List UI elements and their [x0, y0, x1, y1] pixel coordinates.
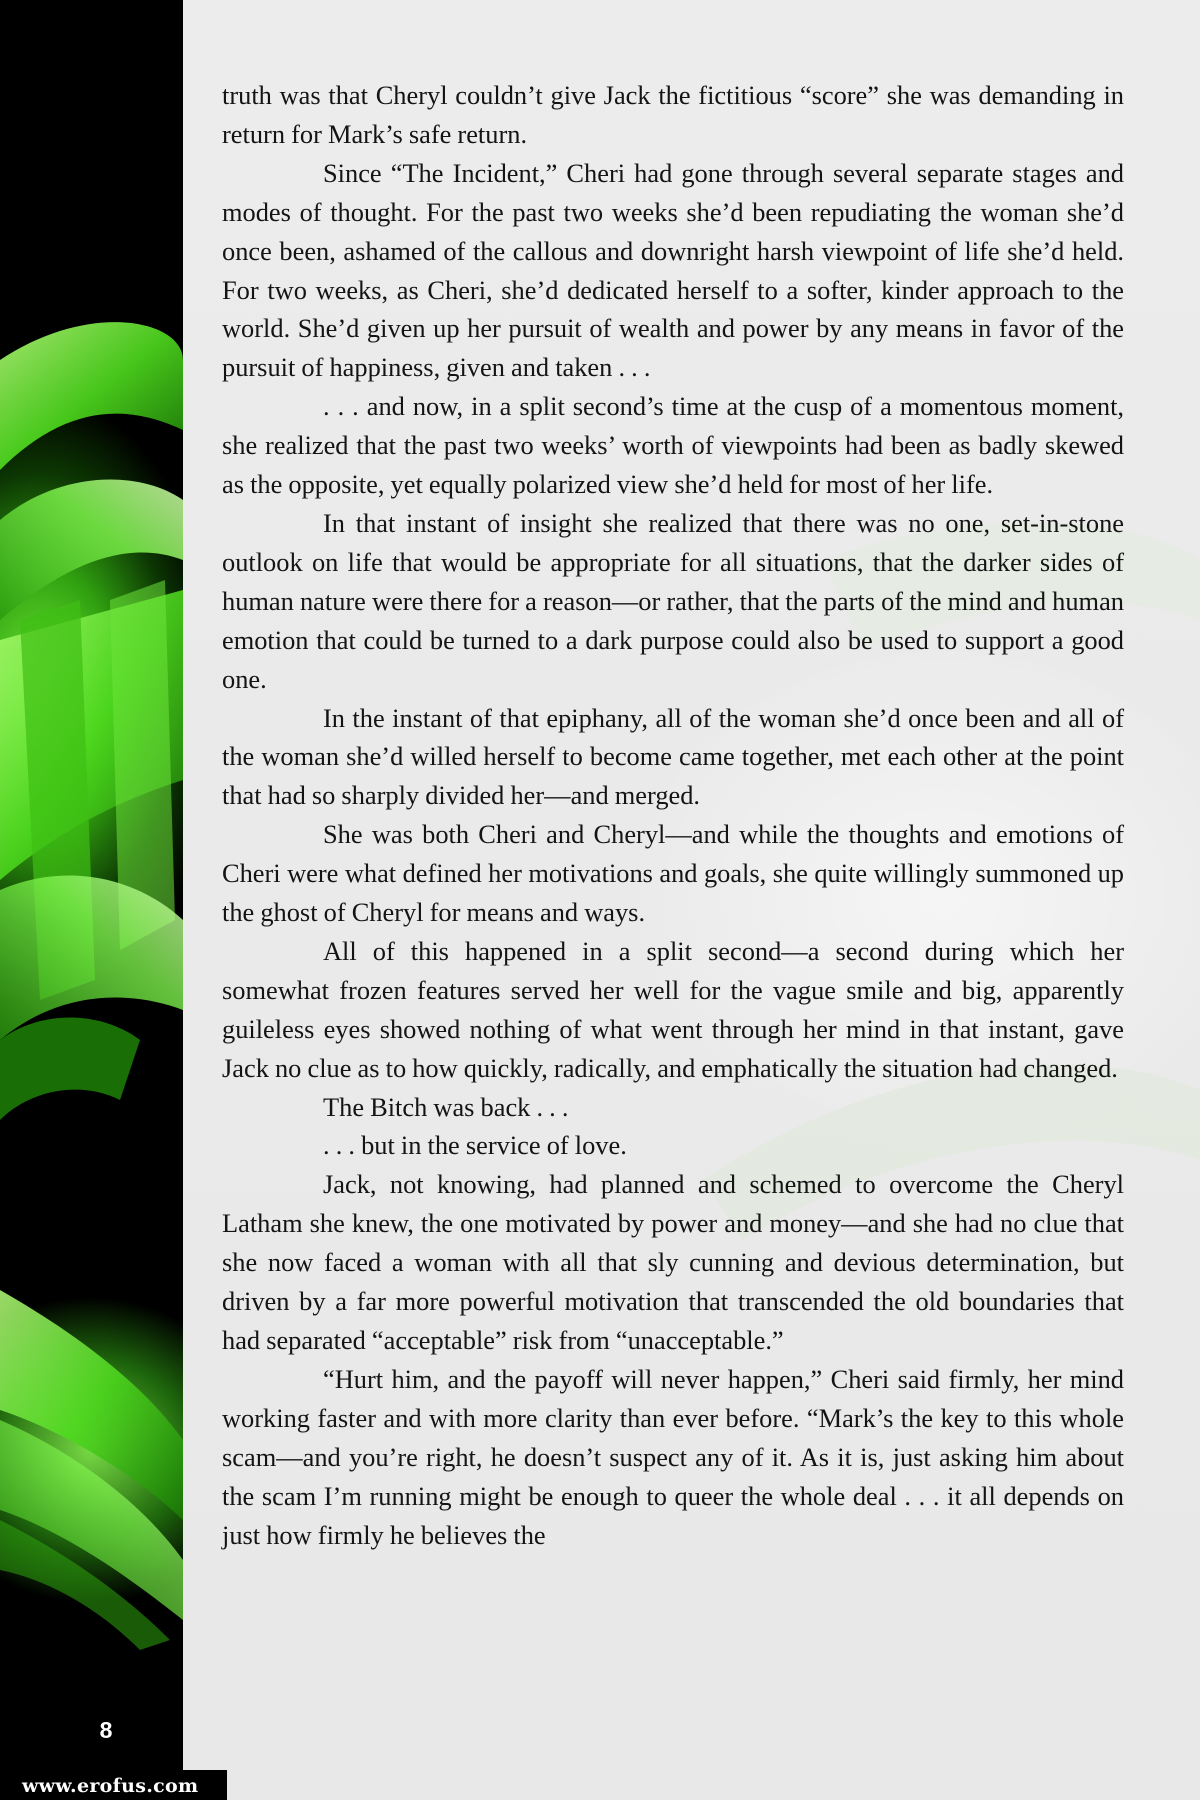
paragraph: The Bitch was back . . .: [323, 1091, 569, 1122]
paragraph: In the instant of that epiphany, all of the woman she’d once been and all of the woman she’d willed herself to become came together, met each other at the point that had so sharply divided her—and merged.: [222, 702, 1124, 811]
paragraph: In that instant of insight she realized that there was no one, set-in-stone outlook on life that would be appropriate for all situations, that the darker sides of human nature were there for a reason—or rather, that the parts of the mind and human emotion that could be turned to a dark purpose could also be used to support a good one.: [222, 507, 1124, 694]
paragraph: Since “The Incident,” Cheri had gone through several separate stages and modes of thought. For the past two weeks she’d been repudiating the woman she’d once been, ashamed of the callous and downright harsh viewpoint of life she’d held. For two weeks, as Cheri, she’d dedicated herself to a softer, kinder approach to the world. She’d given up her pursuit of wealth and power by any means in favor of the pursuit of happiness, given and taken . . .: [222, 157, 1124, 383]
page-number: 8: [99, 1717, 113, 1743]
left-decorative-sidebar: [0, 0, 183, 1800]
green-ribbon-art: [0, 0, 183, 1800]
body-text: [222, 76, 1124, 1554]
watermark-text: www.erofus.com: [22, 1775, 199, 1797]
paragraph: All of this happened in a split second—a second during which her somewhat frozen features served her well for the vague smile and big, apparently guileless eyes showed nothing of what went through her mind in that instant, gave Jack no clue as to how quickly, radically, and emphatically the situation had changed.: [222, 935, 1124, 1083]
paragraph: . . . and now, in a split second’s time at the cusp of a momentous moment, she realized that the past two weeks’ worth of viewpoints had been as badly skewed as the opposite, yet equally polarized view she’d held for most of her life.: [222, 391, 1124, 500]
paragraph: “Hurt him, and the payoff will never happen,” Cheri said firmly, her mind working faster and with more clarity than ever before. “Mark’s the key to this whole scam—and you’re right, he doesn’t suspect any of it. As it is, just asking him about the scam I’m running might be enough to queer the whole deal . . . it all depends on just how firmly he believes the: [222, 1363, 1124, 1550]
paragraph: . . . but in the service of love.: [323, 1130, 627, 1161]
watermark-bar: [0, 1770, 227, 1800]
paragraph: Jack, not knowing, had planned and schemed to overcome the Cheryl Latham she knew, the one motivated by power and money—and she had no clue that she now faced a woman with all that sly cunning and devious determination, but driven by a far more powerful motivation that transcended the old boundaries that had separated “acceptable” risk from “unacceptable.”: [222, 1169, 1124, 1355]
paragraph: truth was that Cheryl couldn’t give Jack the fictitious “score” she was demanding in return for Mark’s safe return.: [222, 80, 1124, 149]
paragraph: She was both Cheri and Cheryl—and while the thoughts and emotions of Cheri were what defined her motivations and goals, she quite willingly summoned up the ghost of Cheryl for means and ways.: [222, 819, 1124, 928]
